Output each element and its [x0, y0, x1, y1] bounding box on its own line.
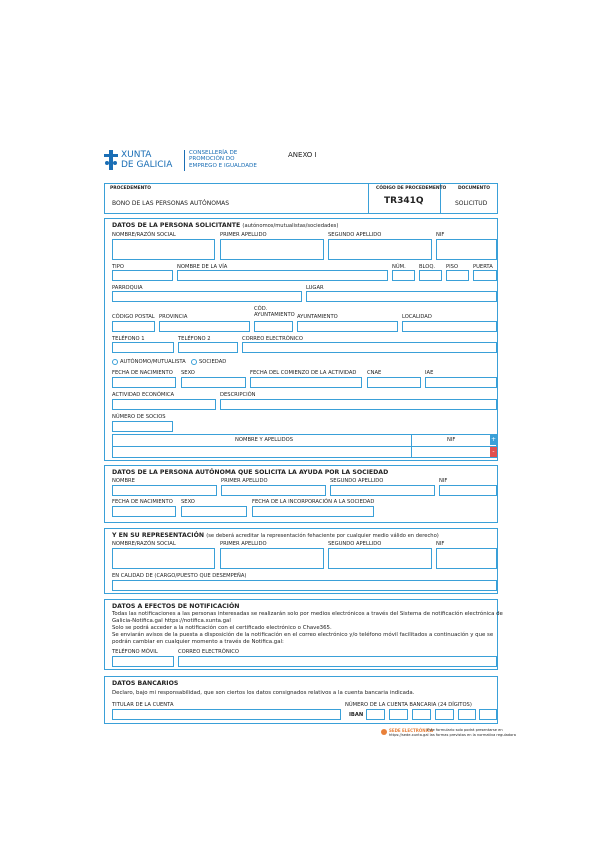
num-socios-label: NÚMERO DE SOCIOS [112, 414, 166, 420]
tel1-field[interactable] [112, 342, 174, 353]
cp-label: CÓDIGO POSTAL [112, 314, 155, 320]
account-block-5[interactable] [479, 709, 497, 720]
num-field[interactable] [392, 270, 415, 281]
department-line2: PROMOCIÓN DO [189, 156, 235, 163]
tipo-label: TIPO [112, 264, 124, 270]
applicant-surname2-label: SEGUNDO APELLIDO [328, 232, 382, 238]
localidad-label: LOCALIDAD [402, 314, 432, 320]
galicia-crest-icon [104, 150, 118, 170]
notification-title: DATOS A EFECTOS DE NOTIFICACIÓN [112, 603, 240, 610]
sexo-label: SEXO [181, 370, 195, 376]
rep-nif-field[interactable] [436, 548, 497, 569]
rep-surname2-label: SEGUNDO APELLIDO [328, 541, 382, 547]
cod-ayto-field[interactable] [254, 321, 293, 332]
tipo-field[interactable] [112, 270, 173, 281]
auto-nif-field[interactable] [439, 485, 497, 496]
auto-sexo-field[interactable] [181, 506, 247, 517]
parroquia-field[interactable] [112, 291, 302, 302]
auto-name-field[interactable] [112, 485, 217, 496]
sede-label: SEDE ELECTRÓNICA [389, 728, 434, 733]
logo-text-line2: DE GALICIA [121, 160, 173, 170]
logo-divider [184, 150, 185, 171]
puerta-label: PUERTA [473, 264, 493, 270]
tel2-field[interactable] [178, 342, 238, 353]
ayuntamiento-field[interactable] [297, 321, 398, 332]
cod-ayto-label-text: CÓD. AYUNTAMIENTO [254, 306, 295, 318]
auto-name-label: NOMBRE [112, 478, 135, 484]
delete-row-label: - [492, 448, 495, 455]
bank-title: DATOS BANCARIOS [112, 680, 179, 687]
iae-label: IAE [425, 370, 434, 376]
tel2-label: TELÉFONO 2 [178, 336, 211, 342]
bank-declaration: Declaro, bajo mi responsabilidad, que son ciertos los datos consignados relativos a la cuenta bancaria indicada. [112, 690, 415, 696]
procedure-value: BONO DE LAS PERSONAS AUTÓNOMAS [112, 200, 230, 207]
notif-email-field[interactable] [178, 656, 497, 667]
auto-birth-label: FECHA DE NACIMIENTO [112, 499, 173, 505]
iban-field[interactable] [366, 709, 385, 720]
rep-surname1-label: PRIMER APELLIDO [220, 541, 267, 547]
annex-label: ANEXO I [288, 151, 317, 159]
bank-holder-field[interactable] [112, 709, 341, 720]
notif-email-label: CORREO ELECTRÓNICO [178, 649, 239, 655]
logo-text-line1: XUNTA [121, 150, 152, 160]
applicant-surname1-label: PRIMER APELLIDO [220, 232, 267, 238]
notification-line4: Se enviarán avisos de la puesta a disposición de la notificación en el correo electrónico y/o teléfono móvil facilitados a continuación y que se [112, 632, 494, 638]
procedure-label: PROCEDEMENTO [110, 186, 151, 191]
econ-activity-field[interactable] [112, 399, 216, 410]
document-label: DOCUMENTO [458, 186, 490, 191]
sexo-field[interactable] [181, 377, 246, 388]
birth-label: FECHA DE NACIMIENTO [112, 370, 173, 376]
footer-text-line2: https://sede.xunta.gal las formas previstas en la normativa reguladora [389, 733, 516, 737]
via-field[interactable] [177, 270, 388, 281]
email-label: CORREO ELECTRÓNICO [242, 336, 303, 342]
auto-sexo-label: SEXO [181, 499, 195, 505]
department-line3: EMPREGO E IGUALDADE [189, 162, 257, 169]
applicant-surname2-field[interactable] [328, 239, 432, 260]
procedure-divider-1 [368, 183, 369, 214]
autonomo-radio-label: AUTÓNOMO/MUTUALISTA [120, 359, 186, 365]
cnae-field[interactable] [367, 377, 421, 388]
notification-line3: Solo se podrá acceder a la notificación con el certificado electrónico o Chave365. [112, 625, 332, 631]
representative-title-text: Y EN SU REPRESENTACIÓN [112, 532, 205, 539]
ayuntamiento-label: AYUNTAMIENTO [297, 314, 338, 320]
socios-col-nombre: NOMBRE Y APELLIDOS [235, 437, 293, 443]
representative-title [112, 532, 439, 539]
tel1-label: TELÉFONO 1 [112, 336, 145, 342]
department-name [189, 150, 257, 169]
department-line1: CONSELLERÍA DE [189, 150, 238, 156]
account-block-2[interactable] [412, 709, 431, 720]
account-block-1[interactable] [389, 709, 408, 720]
applicant-nif-label: NIF [436, 232, 445, 238]
document-value: SOLICITUD [455, 200, 488, 207]
add-row-button[interactable] [490, 435, 497, 445]
xunta-logo [104, 150, 184, 172]
bank-holder-label: TITULAR DE LA CUENTA [112, 702, 174, 708]
via-label: NOMBRE DE LA VÍA [177, 264, 228, 270]
auto-nif-label: NIF [439, 478, 448, 484]
activity-start-field[interactable] [250, 377, 362, 388]
auto-incorporation-field[interactable] [252, 506, 374, 517]
rep-surname1-field[interactable] [220, 548, 324, 569]
birth-field[interactable] [112, 377, 176, 388]
notification-line5: podrán cambiar en cualquier momento a través de Notifica.gal: [112, 639, 284, 645]
piso-label: PISO [446, 264, 459, 270]
iae-field[interactable] [425, 377, 497, 388]
provincia-label: PROVINCIA [159, 314, 188, 320]
piso-field[interactable] [446, 270, 469, 281]
bank-account-label: NÚMERO DE LA CUENTA BANCARIA (24 DÍGITOS) [345, 702, 472, 708]
footer-text-line1: Este formulario solo podrá presentarse en [427, 728, 503, 732]
rep-capacity-label: EN CALIDAD DE (CARGO/PUESTO QUE DESEMPEÑA) [112, 573, 247, 579]
rep-capacity-field[interactable] [112, 580, 497, 591]
lugar-field[interactable] [306, 291, 497, 302]
cp-field[interactable] [112, 321, 155, 332]
provincia-field[interactable] [159, 321, 250, 332]
notif-mobile-field[interactable] [112, 656, 174, 667]
auto-surname1-label: PRIMER APELLIDO [221, 478, 268, 484]
sede-icon [381, 729, 387, 735]
auto-birth-field[interactable] [112, 506, 176, 517]
econ-activity-label: ACTIVIDAD ECONÓMICA [112, 392, 175, 398]
applicant-title [112, 222, 338, 229]
account-block-4[interactable] [458, 709, 476, 720]
auto-surname2-field[interactable] [330, 485, 435, 496]
description-field[interactable] [220, 399, 497, 410]
rep-surname2-field[interactable] [328, 548, 432, 569]
applicant-name-field[interactable] [112, 239, 215, 260]
representative-title-note: (se deberá acreditar la representación fehaciente por cualquier medio válido en derecho) [206, 533, 439, 539]
activity-start-label: FECHA DEL COMIENZO DE LA ACTIVIDAD [250, 370, 357, 376]
add-row-label: + [490, 436, 497, 443]
iban-label: IBAN [349, 712, 364, 718]
delete-row-button[interactable] [490, 447, 497, 457]
cod-ayto-label [254, 306, 294, 318]
applicant-title-note: (autónomos/mutualistas/sociedades) [242, 223, 339, 229]
sociedad-radio[interactable] [191, 359, 197, 365]
num-label: NÚM. [392, 264, 406, 270]
notification-line1: Todas las notificaciones a las personas interesadas se realizarán solo por medios electrónicos a través del Sistema de notificación electrónica de [112, 611, 503, 617]
autonomous-title: DATOS DE LA PERSONA AUTÓNOMA QUE SOLICITA LA AYUDA POR LA SOCIEDAD [112, 469, 389, 476]
procedure-code-label: CÓDIGO DE PROCEDEMENTO [376, 186, 447, 191]
auto-surname1-field[interactable] [221, 485, 326, 496]
localidad-field[interactable] [402, 321, 497, 332]
auto-incorporation-label: FECHA DE LA INCORPORACIÓN A LA SOCIEDAD [252, 499, 375, 505]
parroquia-label: PARROQUIA [112, 285, 143, 291]
bloq-label: BLOQ. [419, 264, 436, 270]
email-field[interactable] [242, 342, 497, 353]
bloq-field[interactable] [419, 270, 442, 281]
description-label: DESCRIPCIÓN [220, 392, 256, 398]
applicant-title-text: DATOS DE LA PERSONA SOLICITANTE [112, 222, 241, 229]
procedure-code-value: TR341Q [384, 196, 424, 206]
socios-col-nif: NIF [447, 437, 456, 443]
cnae-label: CNAE [367, 370, 382, 376]
applicant-nif-field[interactable] [436, 239, 497, 260]
applicant-name-label: NOMBRE/RAZÓN SOCIAL [112, 232, 176, 238]
footer-text-2 [389, 733, 516, 738]
autonomo-radio[interactable] [112, 359, 118, 365]
notification-line2: Galicia-Notifica.gal https://notifica.xunta.gal [112, 618, 231, 624]
auto-surname2-label: SEGUNDO APELLIDO [330, 478, 384, 484]
socios-table-divider-h [112, 446, 497, 447]
rep-name-field[interactable] [112, 548, 215, 569]
rep-name-label: NOMBRE/RAZÓN SOCIAL [112, 541, 176, 547]
notif-mobile-label: TELÉFONO MÓVIL [112, 649, 158, 655]
applicant-surname1-field[interactable] [220, 239, 324, 260]
rep-nif-label: NIF [436, 541, 445, 547]
lugar-label: LUGAR [306, 285, 324, 291]
account-block-3[interactable] [435, 709, 454, 720]
num-socios-field[interactable] [112, 421, 173, 432]
sociedad-radio-label: SOCIEDAD [199, 359, 227, 365]
puerta-field[interactable] [473, 270, 497, 281]
